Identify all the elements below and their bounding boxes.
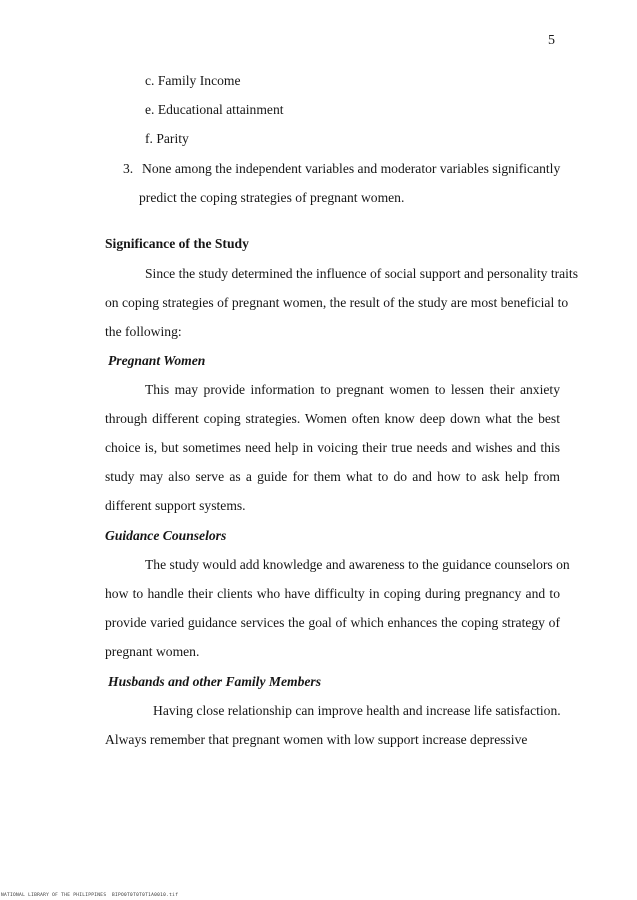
finding-line-2: predict the coping strategies of pregnant women. xyxy=(139,190,405,205)
list-marker: 3. xyxy=(123,161,134,176)
paragraph-line: Having close relationship can improve health and increase life satisfaction. xyxy=(153,703,561,718)
paragraph-line: choice is, but sometimes need help in voicing their true needs and wishes and this xyxy=(105,440,560,455)
paragraph-line: how to handle their clients who have difficulty in coping during pregnancy and to xyxy=(105,586,560,601)
section-heading: Significance of the Study xyxy=(105,236,249,251)
subheading-husbands: Husbands and other Family Members xyxy=(108,674,321,689)
subheading-guidance-counselors: Guidance Counselors xyxy=(105,528,227,543)
paragraph-line: study may also serve as a guide for them what to do and how to ask help from xyxy=(105,469,560,484)
list-item: e. Educational attainment xyxy=(145,102,284,117)
footer-library: NATIONAL LIBRARY OF THE PHILIPPINES xyxy=(1,893,107,898)
paragraph-line: pregnant women. xyxy=(105,644,200,659)
list-item: c. Family Income xyxy=(145,73,241,88)
paragraph-line: on coping strategies of pregnant women, the result of the study are most beneficial to xyxy=(105,295,569,310)
paragraph-line: This may provide information to pregnant women to lessen their anxiety xyxy=(145,382,560,397)
finding-line-1: None among the independent variables and moderator variables significantly xyxy=(142,161,561,176)
paragraph-line: Always remember that pregnant women with low support increase depressive xyxy=(105,732,528,747)
paragraph-line: the following: xyxy=(105,324,182,339)
page-number: 5 xyxy=(548,33,555,48)
paragraph-line: through different coping strategies. Women often know deep down what the best xyxy=(105,411,560,426)
list-item: f. Parity xyxy=(145,131,189,146)
paragraph-line: Since the study determined the influence of social support and personality traits xyxy=(145,266,578,281)
subheading-pregnant-women: Pregnant Women xyxy=(108,353,206,368)
paragraph-line: The study would add knowledge and awareness to the guidance counselors on xyxy=(145,557,570,572)
footer-file-id: BIPO0T0T0T0T1A0010.tif xyxy=(112,893,179,898)
paragraph-line: provide varied guidance services the goal of which enhances the coping strategy of xyxy=(105,615,560,630)
paragraph-line: different support systems. xyxy=(105,498,246,513)
